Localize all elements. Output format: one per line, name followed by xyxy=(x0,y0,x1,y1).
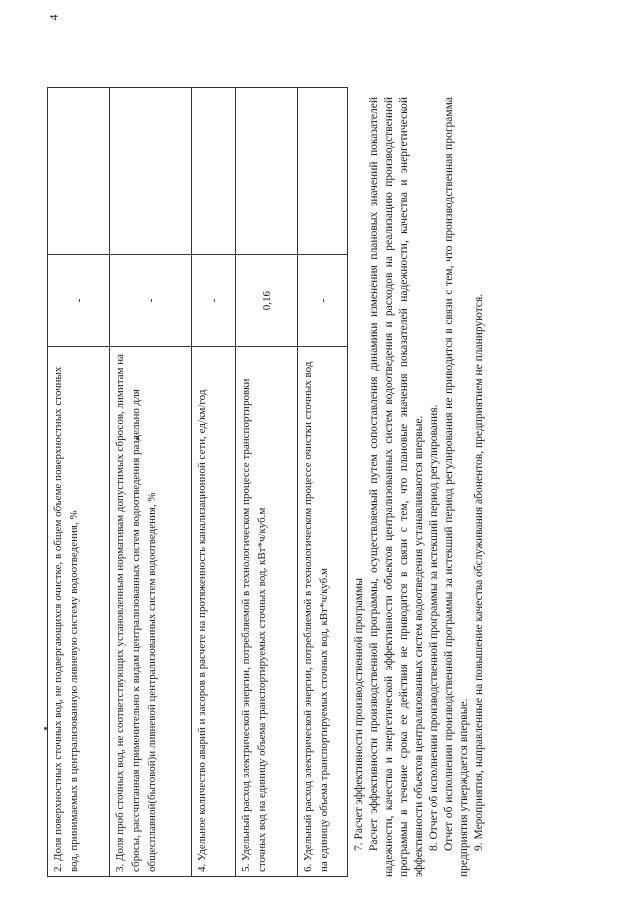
table-row xyxy=(298,88,348,877)
table-row xyxy=(236,88,298,877)
indicator-description: 3. Доля проб сточных вод, не соответствующих установленным нормативам допустимых сбросов, лимитам на сбросы, рассчитанная применительно к видам централизованных систем водоотведения раздельно для общесплавной(бытовой)и ливневой централизованных систем водоотведения, % xyxy=(110,347,192,877)
section-7-body: Расчет эффективности производственной программы, осуществляемый путем сопоставления динамики изменения плановых значений показателей надежности, качества и энергетической эффективности объектов централизованных систем водоотведения и расходов на реализацию производственной программы в течение срока ее действия не приводится в связи с тем, что плановые значения показателей надежности, качества и энергетической эффективности объектов централизованных систем водоотведения устанавливаются впервые. xyxy=(368,97,425,877)
document-body xyxy=(352,97,487,877)
page-number-text: 4 xyxy=(46,14,61,21)
indicator-value: 0,16 xyxy=(236,254,298,346)
indicators-table xyxy=(47,87,348,877)
table-row xyxy=(110,88,192,877)
page-number xyxy=(48,10,60,22)
indicator-description: 4. Удельное количество аварий и засоров в расчете на протяженность канализационной сети, ед/км/год xyxy=(192,347,236,877)
section-8-body: Отчет об исполнении производственной программы за истекший период регулирования не приводится в связи с тем, что производственная программа предприятия утверждается впервые. xyxy=(443,97,470,877)
table-row xyxy=(192,88,236,877)
empty-cell xyxy=(110,88,192,255)
empty-cell xyxy=(192,88,236,255)
table-row xyxy=(48,88,110,877)
indicator-description: 2. Доля поверхностных сточных вод, не подвергающихся очистке, в общем объеме поверхностных сточных вод, принимаемых в централизованную ливневую систему водоотведения, % xyxy=(48,347,110,877)
indicator-value: - xyxy=(110,254,192,346)
empty-cell xyxy=(298,88,348,255)
rotated-page-content xyxy=(47,37,547,877)
indicator-value: - xyxy=(298,254,348,346)
section-8-title: 8. Отчет об исполнении производственной программы за истекший период регулирования. xyxy=(428,404,440,851)
indicator-description: 6. Удельный расход электрической энергии, потребляемой в технологическом процессе очистки сточных вод на единицу объема транспортируемых сточных вод, кВт*ч/куб.м xyxy=(298,347,348,877)
indicator-value: - xyxy=(192,254,236,346)
empty-cell xyxy=(48,88,110,255)
indicator-description: 5. Удельный расход электрической энергии, потребляемой в технологическом процессе транспортировки сточных вод на единицу объема транспортируемых сточных вод, кВт*ч/куб.м xyxy=(236,347,298,877)
section-9: 9. Мероприятия, направленные на повышение качества обслуживания абонентов, предприятием не планируются. xyxy=(473,293,485,851)
section-7-title: 7. Расчет эффективности производственной программы xyxy=(353,577,365,851)
empty-cell xyxy=(236,88,298,255)
indicator-value: - xyxy=(48,254,110,346)
